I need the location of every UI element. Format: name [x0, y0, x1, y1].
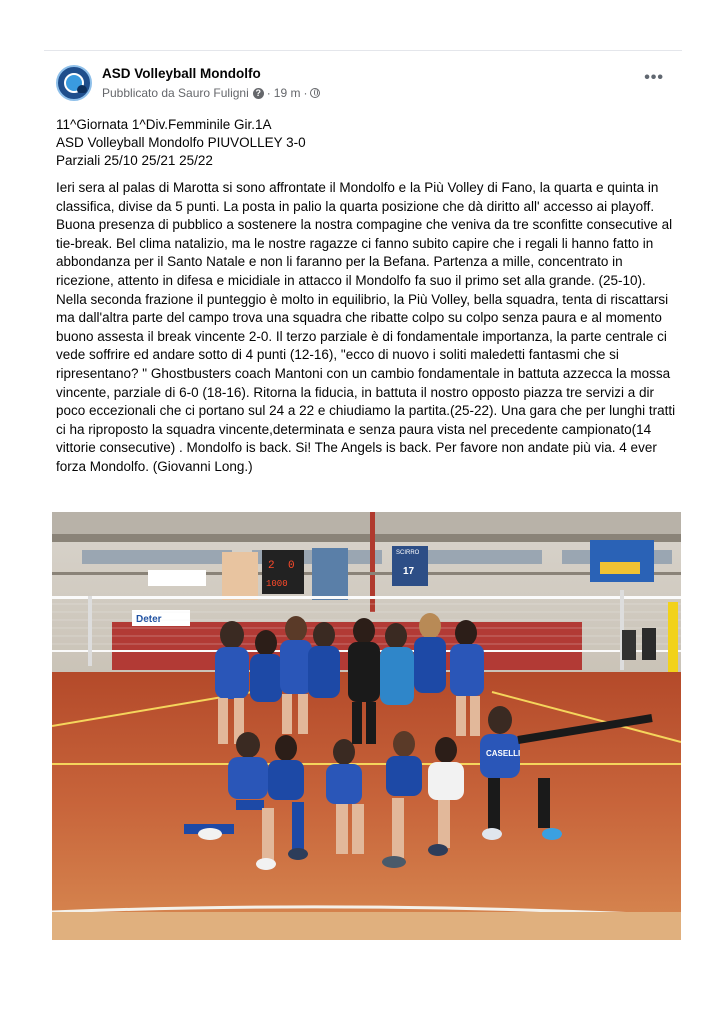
banner-jersey-label: SCIRRO: [396, 550, 420, 556]
post-author[interactable]: ASD Volleyball Mondolfo: [102, 66, 261, 81]
post-meta: Pubblicato da Sauro Fuligni ? · 19 m ·: [102, 86, 320, 100]
post-body: Ieri sera al palas di Marotta si sono affrontate il Mondolfo e la Più Volley di Fano, la quarta e quinta in classifica, divise da 5 punti. La posta in palio la quarta posizione che dà diritto all' accesso ai playoff. Buona presenza di pubblico a sostenere la nostra compagine che veniva da tre sconfitte consecutive al tie-break. Bel clima natalizio, ma le nostre ragazze ci fanno subito capire che i regali li hanno fatto in abbondanza per il Santo Natale e non li faranno per la Befana. Partenza a mille, concentrato in ricezione, attento in difesa e micidiale in attacco il Mondolfo fa suo il primo set alla grande. (25-10). Nella seconda frazione il punteggio è molto in equilibrio, la Più Volley, bella squadra, tenta di riscattarsi ma dall'altra parte del campo trova una squadra che ribatte colpo su colpo senza paura e al momento buono assesta il break vincente 2-0. Il terzo parziale è di fondamentale importanza, la parte centrale ci vede soffrire ed andare sotto di 4 punti (12-16), "ecco di nuovo i soliti maledetti fantasmi che si ripresentano? " Ghostbusters coach Mantoni con un cambio fondamentale in battuta azzecca la mossa vincente, parziale di 6-0 (18-16). Ritorna la fiducia, in battuta il nostro opposto piazza tre servizi a dir poco eccezionali che ci portano sul 24 a 22 e chiudiamo la partita.(25-22). Una gara che per lunghi tratti ci ha riproposto la squadra vincente,determinata e senza paura vista nel precedente campionato(14 vittorie consecutive) . Mondolfo is back. Si! The Angels is back. Per favore non andate più via. 4 ever forza Mondolfo. (Giovanni Long.): [56, 180, 676, 474]
help-icon[interactable]: ?: [253, 88, 264, 99]
headline-line: 11^Giornata 1^Div.Femminile Gir.1A: [56, 117, 272, 132]
post-headline: [56, 116, 306, 170]
team-photo[interactable]: [52, 512, 681, 940]
post-time[interactable]: 19 m: [273, 86, 301, 100]
team-photo-illustration: [52, 512, 681, 940]
more-options-icon[interactable]: •••: [644, 69, 664, 86]
facebook-post: [44, 51, 682, 951]
published-by: Pubblicato da Sauro Fuligni: [102, 86, 249, 100]
scoreboard-home: 2: [268, 560, 275, 572]
shirt-sponsor: CASELLI: [486, 749, 521, 758]
banner-jersey-number: 17: [403, 566, 415, 577]
banner-deter: Deter: [136, 614, 162, 625]
page-avatar[interactable]: [56, 65, 92, 101]
scoreboard-total: 1000: [266, 579, 288, 589]
headline-line: ASD Volleyball Mondolfo PIUVOLLEY 3-0: [56, 135, 306, 150]
globe-icon: [310, 88, 320, 98]
scoreboard-away: 0: [288, 560, 295, 572]
headline-line: Parziali 25/10 25/21 25/22: [56, 153, 213, 168]
